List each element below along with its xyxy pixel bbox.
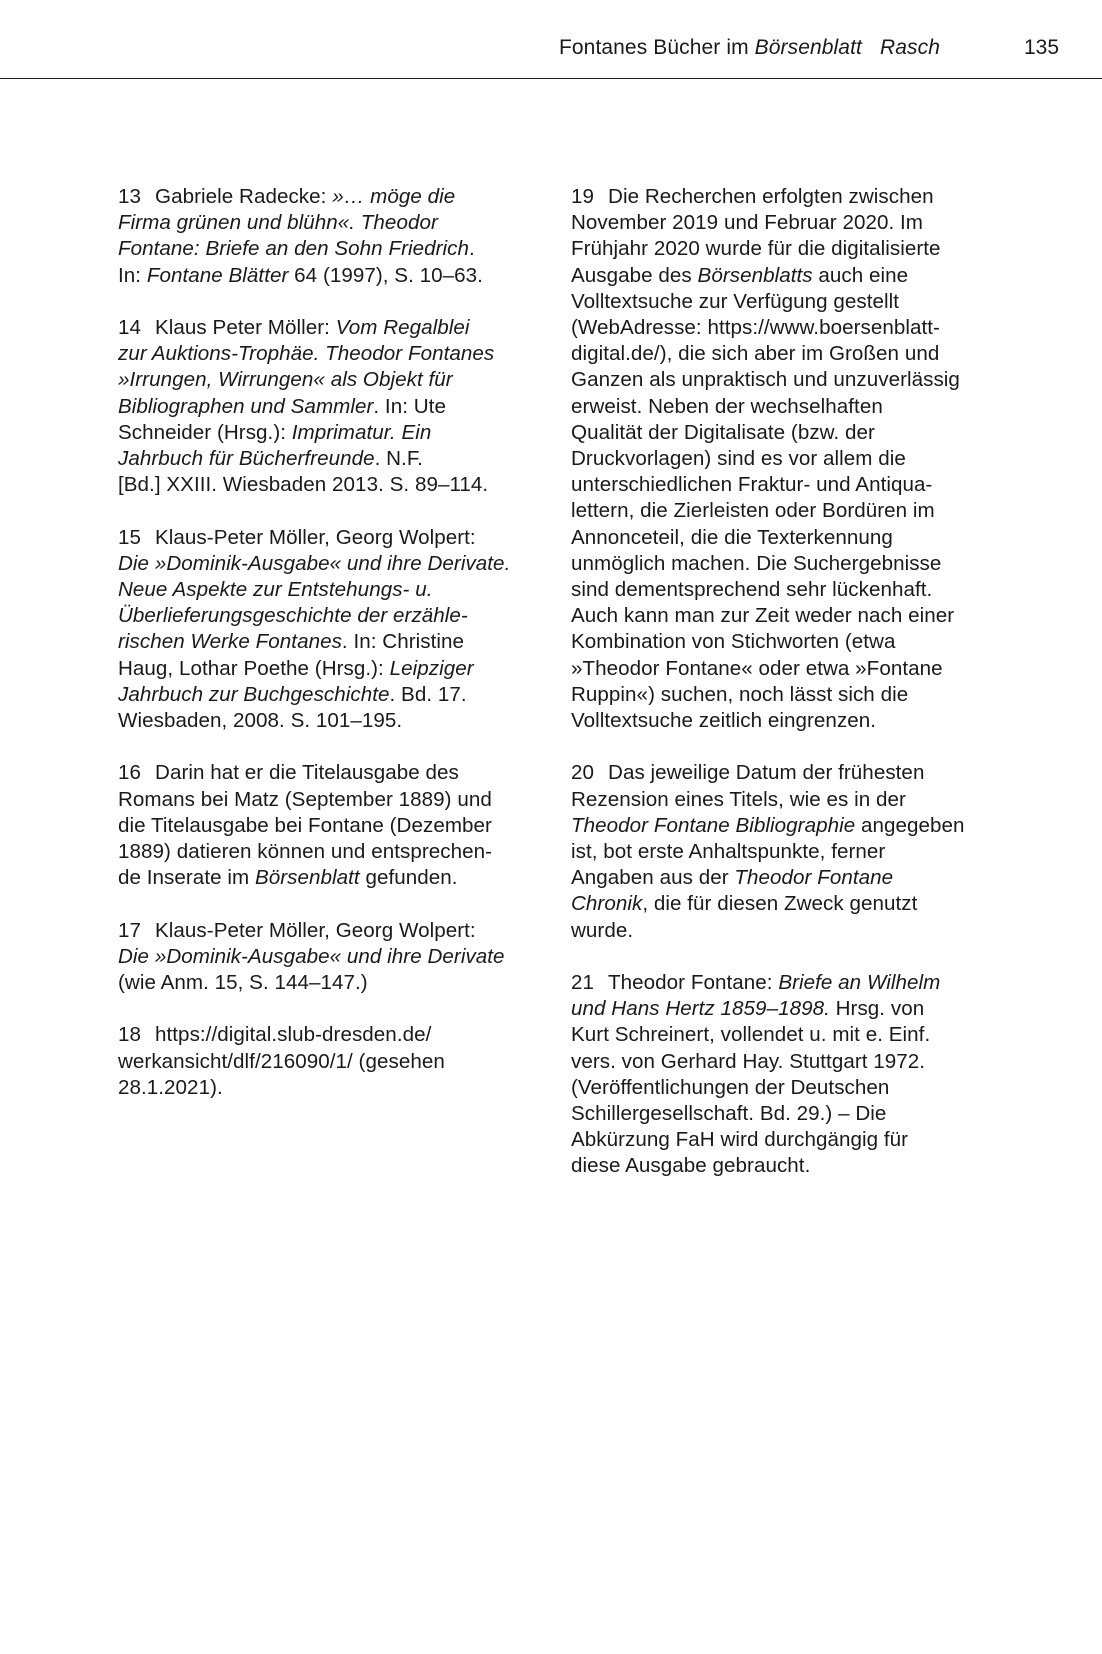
footnote-line <box>571 525 991 551</box>
footnote-line <box>571 394 991 420</box>
footnote-line <box>571 1049 991 1075</box>
footnote-line <box>571 682 991 708</box>
footnote-text: Das jeweilige Datum der frühesten <box>608 761 925 785</box>
footnote-text: Theodor Fontane: <box>608 971 779 995</box>
footnote-text: angegeben <box>855 813 965 837</box>
footnote-number: 13 <box>118 185 142 208</box>
footnote-line <box>571 367 991 393</box>
footnote-line <box>571 341 991 367</box>
running-author: Rasch <box>879 36 940 59</box>
footnote-text: Angaben aus der <box>571 866 735 890</box>
footnote-line <box>118 210 538 236</box>
footnote-line <box>118 656 538 682</box>
footnote-line <box>571 1075 991 1101</box>
italic-text: Jahrbuch zur Buchgeschichte <box>118 682 390 706</box>
footnote-20 <box>571 760 991 943</box>
italic-text: Die »Dominik-Ausgabe« und ihre Derivate. <box>118 551 511 575</box>
footnote-line <box>571 629 991 655</box>
italic-text: zur Auktions-Trophäe. Theodor Fontanes <box>118 342 495 366</box>
footnote-text: . Bd. 17. <box>389 682 467 706</box>
italic-text: Leipziger <box>389 656 474 680</box>
italic-text: »… möge die <box>332 185 456 208</box>
footnote-text: de Inserate im <box>118 866 255 890</box>
italic-text: Theodor Fontane <box>734 866 894 890</box>
footnote-text: November 2019 und Februar 2020. Im <box>571 211 923 235</box>
footnote-text: Volltextsuche zur Verfügung gestellt <box>571 289 900 313</box>
footnote-line <box>118 315 538 341</box>
footnote-text: Ganzen als unpraktisch und unzuverlässig <box>571 368 960 392</box>
footnote-line <box>118 787 538 813</box>
footnote-line <box>118 629 538 655</box>
footnote-line <box>571 865 991 891</box>
footnote-text: Auch kann man zur Zeit weder nach einer <box>571 604 955 628</box>
footnote-line <box>118 420 538 446</box>
footnote-line <box>571 420 991 446</box>
footnote-line <box>118 1049 538 1075</box>
footnote-line <box>571 918 991 944</box>
footnote-line <box>571 1153 991 1179</box>
footnote-text: »Theodor Fontane« oder etwa »Fontane <box>571 656 943 680</box>
footnote-text: (wie Anm. 15, S. 144–147.) <box>118 971 368 995</box>
footnote-text: digital.de/), die sich aber im Großen und <box>571 342 940 366</box>
footnote-line <box>571 839 991 865</box>
italic-text: Neue Aspekte zur Entstehungs- u. <box>118 578 433 602</box>
italic-text: Vom Regalblei <box>335 316 470 339</box>
footnote-line <box>118 944 538 970</box>
footnotes-right-column <box>571 184 991 1206</box>
footnote-text: , die für diesen Zweck genutzt <box>642 892 918 916</box>
footnote-13 <box>118 184 538 289</box>
footnote-line <box>571 760 991 786</box>
italic-text: Fontane Blätter <box>146 263 289 287</box>
italic-text: »Irrungen, Wirrungen« als Objekt für <box>118 368 453 392</box>
footnote-number: 17 <box>118 918 142 942</box>
footnote-line <box>118 760 538 786</box>
footnote-text: Kombination von Stichworten (etwa <box>571 630 896 654</box>
footnote-line <box>571 708 991 734</box>
footnote-line <box>571 472 991 498</box>
footnote-text: Darin hat er die Titelausgabe des <box>155 761 459 785</box>
footnote-text: Abkürzung FaH wird durchgängig für <box>571 1128 909 1152</box>
footnote-text: Frühjahr 2020 wurde für die digitalisierte <box>571 237 941 261</box>
footnote-16 <box>118 760 538 891</box>
footnote-line <box>118 682 538 708</box>
footnote-text: . N.F. <box>374 447 423 471</box>
footnote-line <box>571 603 991 629</box>
running-title-italic: Börsenblatt <box>754 36 862 59</box>
footnote-number: 21 <box>571 971 595 995</box>
footnote-number: 14 <box>118 316 142 339</box>
footnote-line <box>118 1022 538 1048</box>
footnote-text: auch eine <box>812 263 909 287</box>
footnote-line <box>118 184 538 210</box>
footnote-text: wurde. <box>571 918 634 942</box>
footnote-line <box>571 577 991 603</box>
footnote-line <box>118 236 538 262</box>
italic-text: Imprimatur. Ein <box>291 420 432 444</box>
italic-text: Die »Dominik-Ausgabe« und ihre Derivate <box>118 944 505 968</box>
footnote-19 <box>571 184 991 734</box>
footnote-text: 64 (1997), S. 10–63. <box>288 263 483 287</box>
footnote-line <box>571 970 991 996</box>
footnote-line <box>571 1022 991 1048</box>
footnote-text: die Titelausgabe bei Fontane (Dezember <box>118 813 492 837</box>
italic-text: Börsenblatt <box>254 866 360 890</box>
footnote-text: Schneider (Hrsg.): <box>118 420 292 444</box>
footnote-number: 15 <box>118 525 142 549</box>
italic-text: Chronik <box>571 892 643 916</box>
italic-text: Firma grünen und blühn«. Theodor <box>118 211 438 235</box>
footnote-line <box>571 996 991 1022</box>
footnote-text: Volltextsuche zeitlich eingrenzen. <box>571 709 877 733</box>
footnotes-left-column <box>118 184 538 1127</box>
footnote-text: . In: Christine <box>341 630 464 654</box>
footnote-text: 1889) datieren können und entsprechen- <box>118 840 493 864</box>
footnote-line <box>118 839 538 865</box>
footnote-line <box>118 865 538 891</box>
footnote-line <box>571 787 991 813</box>
footnote-number: 18 <box>118 1023 142 1047</box>
footnote-line <box>118 341 538 367</box>
footnote-text: Annonceteil, die die Texterkennung <box>571 525 893 549</box>
footnote-text: unterschiedlichen Fraktur- und Antiqua- <box>571 473 933 497</box>
footnote-text: diese Ausgabe gebraucht. <box>571 1154 811 1178</box>
footnote-line <box>118 525 538 551</box>
italic-text: Fontane: Briefe an den Sohn Friedrich <box>118 237 470 261</box>
footnote-text: Klaus Peter Möller: <box>155 316 336 339</box>
running-title <box>559 36 940 60</box>
footnote-line <box>571 236 991 262</box>
footnote-line <box>571 210 991 236</box>
footnote-text: (WebAdresse: https://www.boersenblatt- <box>571 316 940 340</box>
italic-text: Briefe an Wilhelm <box>778 971 941 995</box>
page-number: 135 <box>1024 36 1060 59</box>
footnote-text: Gabriele Radecke: <box>155 185 333 208</box>
footnote-line <box>571 184 991 210</box>
footnote-number: 20 <box>571 761 595 785</box>
footnote-line <box>118 918 538 944</box>
footnote-21 <box>571 970 991 1180</box>
italic-text: und Hans Hertz 1859–1898. <box>571 997 830 1021</box>
footnote-text: Klaus-Peter Möller, Georg Wolpert: <box>155 918 476 942</box>
footnote-text: . <box>469 237 475 261</box>
footnote-text: Wiesbaden, 2008. S. 101–195. <box>118 709 403 733</box>
italic-text: Überlieferungsgeschichte der erzähle- <box>118 604 468 628</box>
footnote-line <box>118 577 538 603</box>
footnote-line <box>571 891 991 917</box>
footnote-text: Schillergesellschaft. Bd. 29.) – Die <box>571 1102 887 1126</box>
footnote-text: unmöglich machen. Die Suchergebnisse <box>571 551 942 575</box>
running-title-roman: Fontanes Bücher im <box>558 36 755 59</box>
footnote-line <box>571 1101 991 1127</box>
footnote-text: Klaus-Peter Möller, Georg Wolpert: <box>155 525 476 549</box>
running-head <box>0 0 1102 79</box>
footnote-text: sind dementsprechend sehr lückenhaft. <box>571 578 933 602</box>
footnote-text: Rezension eines Titels, wie es in der <box>571 787 906 811</box>
footnote-text: Romans bei Matz (September 1889) und <box>118 787 492 811</box>
footnote-line <box>118 970 538 996</box>
footnote-line <box>118 551 538 577</box>
footnote-text: Ausgabe des <box>571 263 698 287</box>
footnote-line <box>118 603 538 629</box>
footnote-line <box>118 394 538 420</box>
footnote-text: Hrsg. von <box>829 997 925 1021</box>
footnote-text: In: <box>118 263 147 287</box>
footnote-line <box>118 263 538 289</box>
footnote-line <box>571 656 991 682</box>
footnote-line <box>118 446 538 472</box>
footnote-text: . In: Ute <box>373 394 446 418</box>
footnote-line <box>118 1075 538 1101</box>
footnote-line <box>571 551 991 577</box>
italic-text: Bibliographen und Sammler <box>118 394 374 418</box>
footnote-text: lettern, die Zierleisten oder Bordüren im <box>571 499 935 523</box>
footnote-15 <box>118 525 538 735</box>
footnote-text: Druckvorlagen) sind es vor allem die <box>571 447 906 471</box>
footnote-text: erweist. Neben der wechselhaften <box>571 394 883 418</box>
footnote-text: Haug, Lothar Poethe (Hrsg.): <box>118 656 390 680</box>
footnote-text: 28.1.2021). <box>118 1075 223 1099</box>
footnote-line <box>571 446 991 472</box>
footnote-line <box>571 289 991 315</box>
footnote-number: 19 <box>571 185 595 208</box>
footnote-line <box>118 367 538 393</box>
footnote-number: 16 <box>118 761 142 785</box>
italic-text: Theodor Fontane Bibliographie <box>571 813 856 837</box>
italic-text: Börsenblatts <box>697 263 813 287</box>
footnote-text: gefunden. <box>359 866 458 890</box>
footnote-line <box>571 1127 991 1153</box>
footnote-line <box>571 263 991 289</box>
footnote-text: Ruppin«) suchen, noch lässt sich die <box>571 682 909 706</box>
footnote-line <box>118 813 538 839</box>
footnote-text: Die Recherchen erfolgten zwischen <box>608 185 934 208</box>
footnote-text: (Veröffentlichungen der Deutschen <box>571 1075 890 1099</box>
footnote-text: vers. von Gerhard Hay. Stuttgart 1972. <box>571 1049 926 1073</box>
footnote-text: Qualität der Digitalisate (bzw. der <box>571 420 875 444</box>
footnote-line <box>571 813 991 839</box>
footnote-text: ist, bot erste Anhaltspunkte, ferner <box>571 840 886 864</box>
footnote-line <box>118 472 538 498</box>
footnote-14 <box>118 315 538 498</box>
footnote-line <box>571 498 991 524</box>
italic-text: Jahrbuch für Bücherfreunde <box>118 447 375 471</box>
footnote-17 <box>118 918 538 997</box>
footnote-text: [Bd.] XXIII. Wiesbaden 2013. S. 89–114. <box>118 473 489 497</box>
footnote-line <box>571 315 991 341</box>
footnote-line <box>118 708 538 734</box>
footnote-text: https://digital.slub-dresden.de/ <box>155 1023 432 1047</box>
footnote-text: werkansicht/dlf/216090/1/ (gesehen <box>118 1049 445 1073</box>
italic-text: rischen Werke Fontanes <box>118 630 342 654</box>
footnote-text: Kurt Schreinert, vollendet u. mit e. Einf. <box>571 1023 931 1047</box>
footnote-18 <box>118 1022 538 1101</box>
